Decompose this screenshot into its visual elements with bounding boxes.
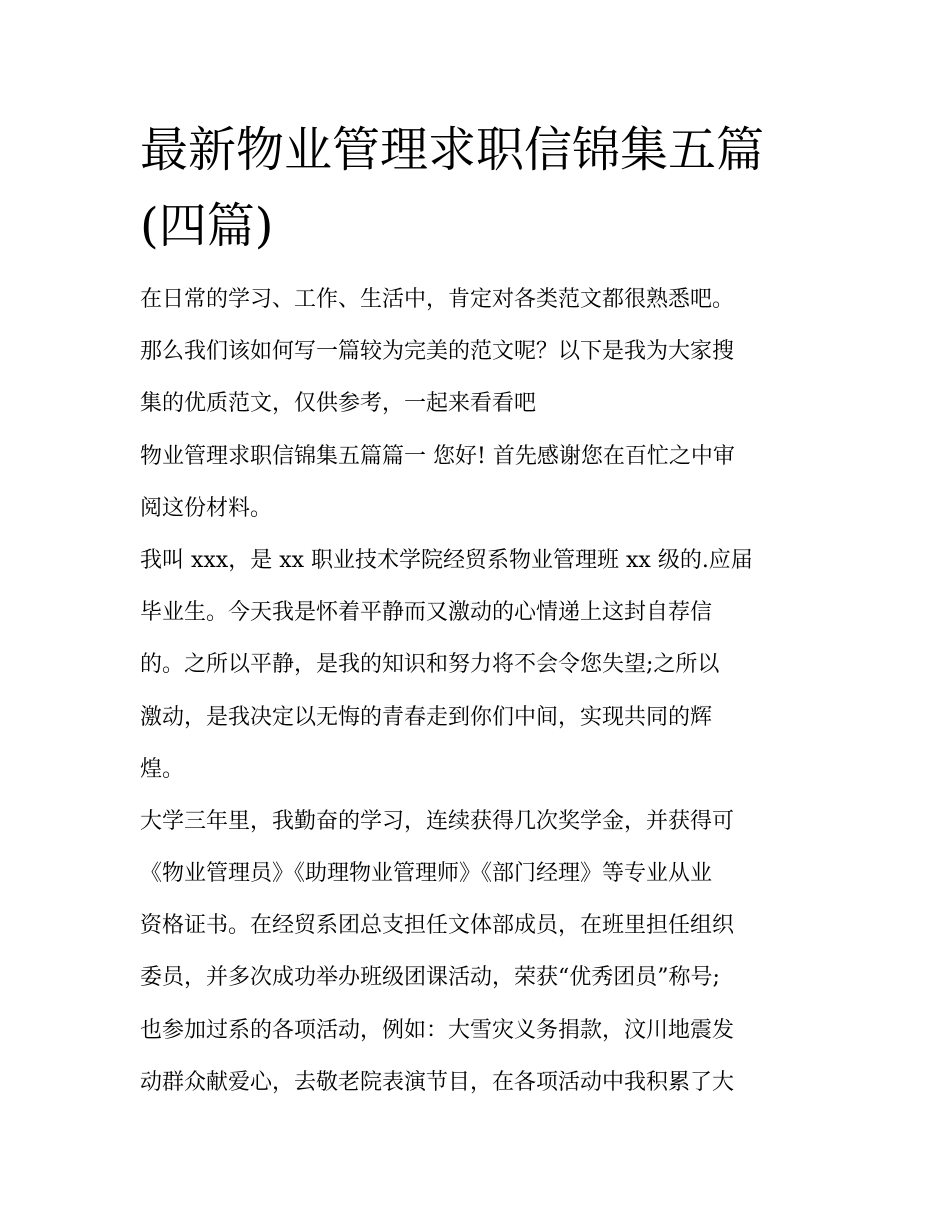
page-title xyxy=(140,112,830,264)
text-line: 动群众献爱心，去敬老院表演节目，在各项活动中我积累了大 xyxy=(140,1069,735,1095)
text-line: 煌。 xyxy=(140,756,185,782)
document-body xyxy=(140,279,830,1114)
text-line: 资格证书。在经贸系团总支担任文体部成员，在班里担任组织 xyxy=(140,913,735,939)
text-line: 委员，并多次成功举办班级团课活动，荣获“优秀团员”称号; xyxy=(140,965,720,991)
text-line: 大学三年里，我勤奋的学习，连续获得几次奖学金，并获得可 xyxy=(140,808,735,834)
title-line: (四篇) xyxy=(140,198,274,254)
text-line: 在日常的学习、工作、生活中，肯定对各类范文都很熟悉吧。 xyxy=(140,287,735,312)
text-line: 《物业管理员》《助理物业管理师》《部门经理》等专业从业 xyxy=(140,861,713,887)
text-line: 那么我们该如何写一篇较为完美的范文呢？以下是我为大家搜 xyxy=(140,339,735,365)
text-line: 集的优质范文，仅供参考，一起来看看吧 xyxy=(140,391,537,417)
text-line: 我叫 xxx，是 xx 职业技术学院经贸系物业管理班 xx 级的.应届 xyxy=(140,547,753,573)
text-line: 物业管理求职信锦集五篇篇一 您好! 首先感谢您在百忙之中审 xyxy=(140,443,735,469)
text-line: 激动，是我决定以无悔的青春走到你们中间，实现共同的辉 xyxy=(140,704,713,730)
text-line: 毕业生。今天我是怀着平静而又激动的心情递上这封自荐信 xyxy=(140,600,713,626)
text-line: 阅这份材料。 xyxy=(140,495,273,521)
text-line: 也参加过系的各项活动，例如：大雪灾义务捐款，汶川地震发 xyxy=(140,1017,735,1043)
text-line: 的。之所以平静，是我的知识和努力将不会令您失望;之所以 xyxy=(140,652,720,678)
title-line: 最新物业管理求职信锦集五篇 xyxy=(140,122,765,178)
